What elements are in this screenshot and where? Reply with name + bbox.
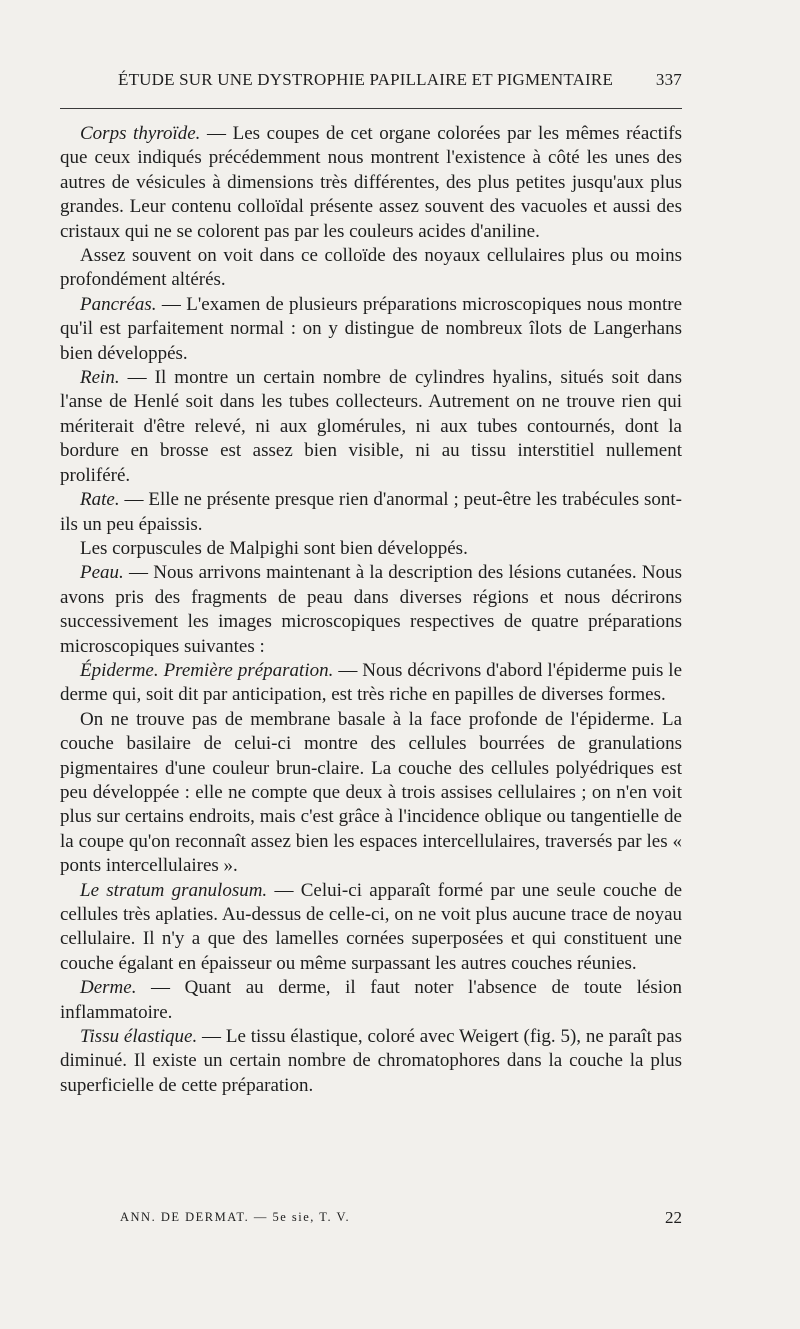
paragraph-membrane-basale bbox=[60, 708, 682, 879]
paragraph-lead: Corps thyroïde. bbox=[80, 123, 201, 144]
paragraph-text: — Elle ne présente presque rien d'anormal ; peut-être les trabécules sont-ils un peu épaissis. bbox=[60, 489, 682, 535]
paragraph-peau bbox=[60, 561, 682, 659]
paragraph-text: — Celui-ci apparaît formé par une seule couche de cellules très aplaties. Au-dessus de celle-ci, on ne voit plus aucune trace de noyau cellulaire. Il n'y a que des lamelles cornées superposées et qui constituent une couche égalant en épaisseur ou même surpassant les autres couches réunies. bbox=[60, 879, 683, 974]
paragraph-lead: Le stratum granulosum. bbox=[80, 879, 268, 901]
paragraph-lead: Rein. bbox=[80, 367, 120, 389]
running-head bbox=[60, 64, 682, 94]
paragraph-derme bbox=[60, 976, 682, 1025]
paragraph-text: On ne trouve pas de membrane basale à la face profonde de l'épiderme. La couche basilaire de celui-ci montre des cellules bourrées de granulations pigmentaires d'une couleur brun-claire. La couche des cellules polyédriques est peu développée : elle ne compte que deux à trois assises cellulaires ; on n'en voit plus sur certains endroits, mais c'est grâce à l'incidence oblique ou tangentielle de la coupe qu'on reconnaît assez bien les espaces intercellulaires, traversés par les « ponts intercellulaires ». bbox=[60, 708, 682, 877]
page-number: 337 bbox=[655, 70, 682, 89]
body-text bbox=[60, 122, 682, 1098]
paragraph-text: Les corpuscules de Malpighi sont bien développés. bbox=[80, 537, 468, 559]
paragraph-lead: Épiderme. Première préparation. bbox=[80, 659, 334, 681]
paragraph-rein bbox=[60, 366, 682, 488]
paragraph-lead: Derme. bbox=[80, 977, 137, 999]
paragraph-text: — Les coupes de cet organe colorées par les mêmes réactifs que ceux indiqués précédemment nous montrent l'existence à côté les unes des autres de vésicules à dimensions très différentes, des plus petites jusqu'aux plus grandes. Leur contenu colloïdal présente assez souvent des vacuoles et aussi des cristaux qui ne se colorent pas par les couleurs acides d'aniline. bbox=[60, 123, 682, 242]
paragraph-colloide bbox=[60, 244, 682, 293]
paragraph-corps-thyroide bbox=[60, 122, 682, 244]
paragraph-epiderme bbox=[60, 659, 682, 708]
header-rule bbox=[60, 108, 682, 109]
journal-reference: ANN. DE DERMAT. — 5e sie, T. V. bbox=[120, 1210, 351, 1224]
paragraph-pancreas bbox=[60, 293, 682, 366]
paragraph-text: — Nous arrivons maintenant à la description des lésions cutanées. Nous avons pris des fragments de peau dans diverses régions et nous décrirons successivement les images microscopiques respectives de quatre préparations microscopiques suivantes : bbox=[60, 562, 682, 657]
paragraph-text: Assez souvent on voit dans ce colloïde des noyaux cellulaires plus ou moins profondément altérés. bbox=[60, 245, 682, 291]
paragraph-text: — L'examen de plusieurs préparations microscopiques nous montre qu'il est parfaitement normal : on y distingue de nombreux îlots de Langerhans bien développés. bbox=[60, 293, 682, 364]
paragraph-stratum-granulosum bbox=[60, 879, 682, 977]
paragraph-text: — Il montre un certain nombre de cylindres hyalins, situés soit dans l'anse de Henlé soit dans les tubes collecteurs. Autrement on ne trouve rien qui mériterait d'être relevé, ni aux glomérules, ni aux tubes contournés, dont la bordure en brosse est assez bien visible, ni au tissu interstitiel nullement proliféré. bbox=[60, 367, 682, 486]
paragraph-lead: Rate. bbox=[80, 489, 120, 511]
paragraph-lead: Pancréas. bbox=[80, 293, 157, 315]
paragraph-tissu-elastique bbox=[60, 1025, 682, 1098]
paragraph-rate bbox=[60, 488, 682, 537]
paragraph-text: — Nous décrivons d'abord l'épiderme puis le derme qui, soit dit par anticipation, est très riche en papilles de diverses formes. bbox=[60, 659, 683, 706]
paragraph-text: — Le tissu élastique, coloré avec Weigert (fig. 5), ne paraît pas diminué. Il existe un certain nombre de chromatophores dans la couche la plus superficielle de cette préparation. bbox=[60, 1026, 682, 1096]
paragraph-malpighi bbox=[60, 537, 682, 561]
running-title: ÉTUDE SUR UNE DYSTROPHIE PAPILLAIRE ET PIGMENTAIRE bbox=[118, 70, 614, 89]
page-footer bbox=[60, 1208, 682, 1232]
signature-number: 22 bbox=[665, 1208, 682, 1227]
paragraph-lead: Peau. bbox=[80, 562, 124, 584]
paragraph-text: — Quant au derme, il faut noter l'absence de toute lésion inflammatoire. bbox=[60, 977, 682, 1023]
paragraph-lead: Tissu élastique. bbox=[80, 1026, 198, 1048]
